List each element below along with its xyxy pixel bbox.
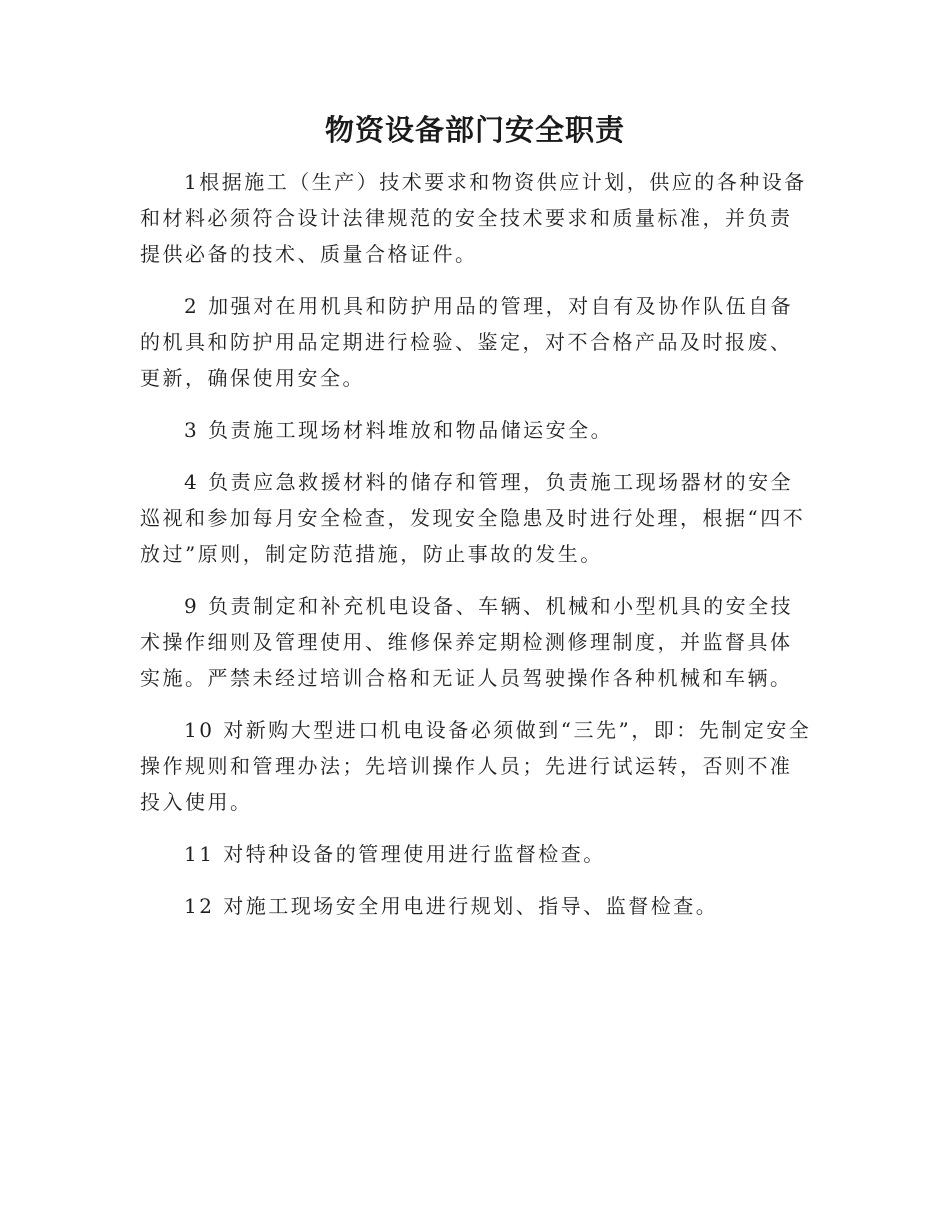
document-body: [140, 164, 812, 940]
paragraph-12: 12 对施工现场安全用电进行规划、指导、监督检查。: [184, 894, 719, 918]
paragraph-11: 11 对特种设备的管理使用进行监督检查。: [184, 842, 606, 866]
paragraph-1: 1根据施工（生产）技术要求和物资供应计划，供应的各种设备和材料必须符合设计法律规范的安全技术要求和质量标准，并负责提供必备的技术、质量合格证件。: [140, 170, 807, 266]
paragraph-4: 4 负责应急救援材料的储存和管理，负责施工现场器材的安全巡视和参加每月安全检查，发现安全隐患及时进行处理，根据“四不放过”原则，制定防范措施，防止事故的发生。: [140, 470, 806, 566]
document-title: 物资设备部门安全职责: [324, 113, 625, 147]
paragraph-2: 2 加强对在用机具和防护用品的管理，对自有及协作队伍自备的机具和防护用品定期进行检验、鉴定，对不合格产品及时报废、更新，确保使用安全。: [140, 294, 794, 390]
paragraph-9: 9 负责制定和补充机电设备、车辆、机械和小型机具的安全技术操作细则及管理使用、维修保养定期检测修理制度，并监督具体实施。严禁未经过培训合格和无证人员驾驶操作各种机械和车辆。: [140, 594, 794, 690]
paragraph-3: 3 负责施工现场材料堆放和物品储运安全。: [184, 418, 614, 442]
paragraph-10: 10 对新购大型进口机电设备必须做到“三先”，即：先制定安全操作规则和管理办法；先培训操作人员；先进行试运转，否则不准投入使用。: [140, 718, 812, 814]
